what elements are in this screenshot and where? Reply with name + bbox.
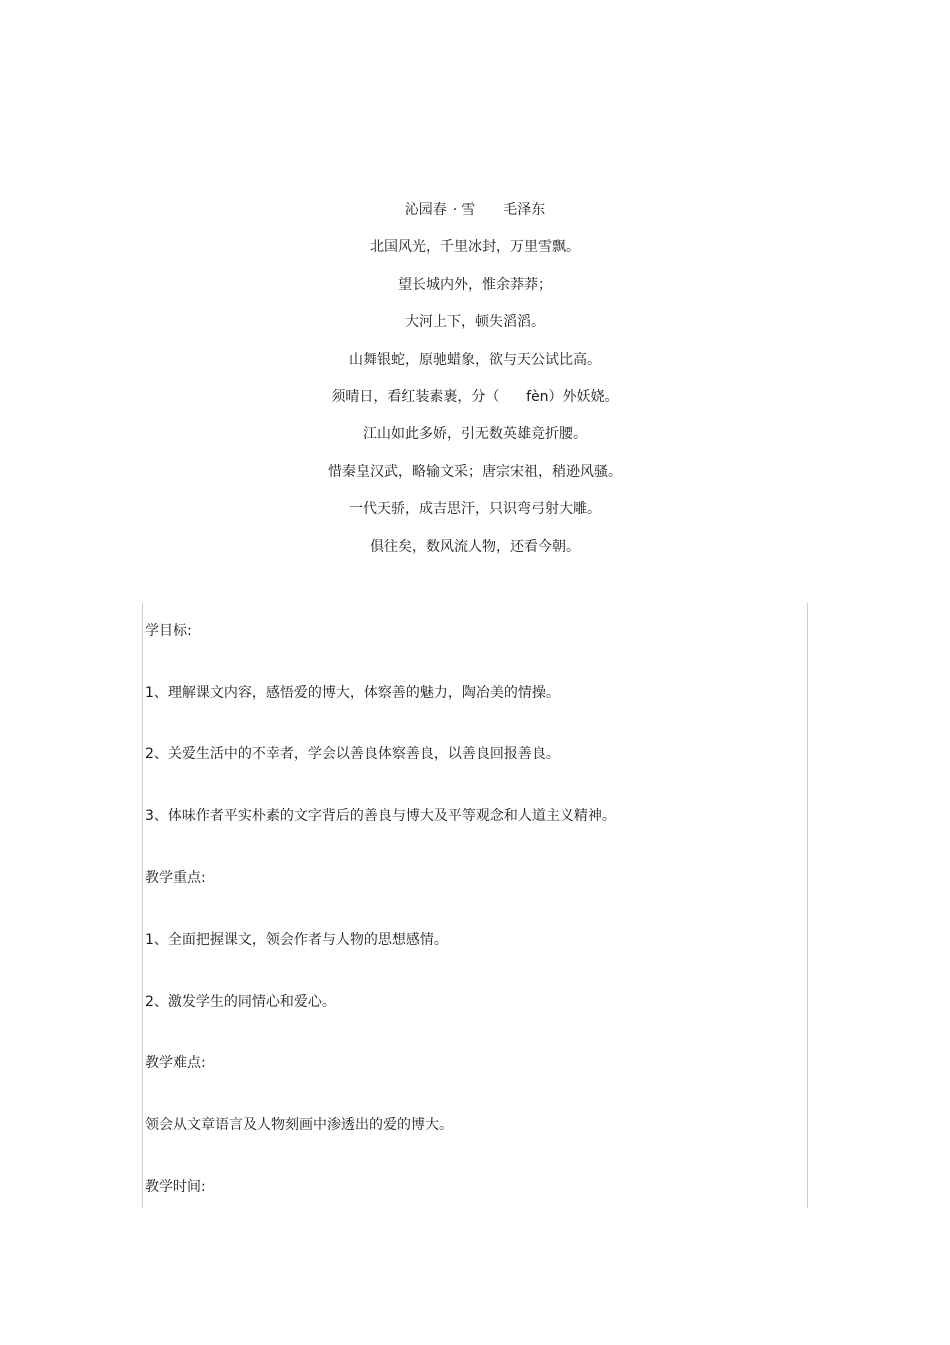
goal-item: 2、关爱生活中的不幸者，学会以善良体察善良，以善良回报善良。 xyxy=(145,746,560,762)
poem-line: 山舞银蛇，原驰蜡象，欲与天公试比高。 xyxy=(349,351,601,368)
poem-block xyxy=(0,199,950,573)
poem-title-subtitle: 雪 xyxy=(461,202,476,218)
poem-author: 毛泽东 xyxy=(503,202,546,218)
poem-title xyxy=(0,199,950,236)
poem-line: 北国风光，千里冰封，万里雪飘。 xyxy=(370,239,580,256)
poem-line: 望长城内外，惟余莽莽； xyxy=(398,276,552,293)
poem-line: 俱往矣，数风流人物，还看今朝。 xyxy=(370,538,580,555)
poem-line: 一代天骄，成吉思汗，只识弯弓射大雕。 xyxy=(349,501,601,518)
lesson-plan-box xyxy=(142,603,808,1208)
poem-line: 大河上下，顿失滔滔。 xyxy=(405,314,545,331)
teaching-time-heading: 教学时间: xyxy=(145,1179,206,1195)
key-point-item: 1、全面把握课文，领会作者与人物的思想感情。 xyxy=(145,932,448,948)
poem-line: 江山如此多娇，引无数英雄竞折腰。 xyxy=(363,426,587,443)
poem-line: 须晴日，看红装素裹，分（ fèn）外妖娆。 xyxy=(331,388,619,405)
goal-item: 1、理解课文内容，感悟爱的博大，体察善的魅力，陶冶美的情操。 xyxy=(145,685,560,701)
poem-line: 惜秦皇汉武，略输文采；唐宗宋祖，稍逊风骚。 xyxy=(328,463,622,480)
difficult-points-text: 领会从文章语言及人物刻画中渗透出的爱的博大。 xyxy=(145,1117,453,1133)
key-point-item: 2、激发学生的同情心和爱心。 xyxy=(145,994,336,1010)
goals-heading: 学目标: xyxy=(145,623,192,639)
key-points-heading: 教学重点: xyxy=(145,870,206,886)
poem-title-name: 沁园春 xyxy=(404,202,447,218)
poem-title-separator: · xyxy=(452,202,458,218)
goal-item: 3、体味作者平实朴素的文字背后的善良与博大及平等观念和人道主义精神。 xyxy=(145,808,616,824)
difficult-points-heading: 教学难点: xyxy=(145,1055,206,1071)
